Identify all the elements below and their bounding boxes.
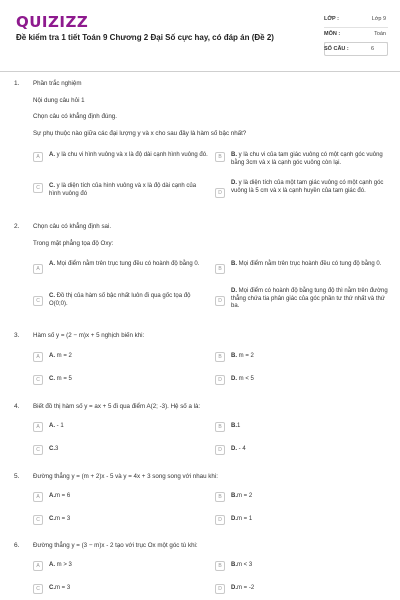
option-key: A. <box>49 261 55 267</box>
option-key: B. <box>231 562 237 568</box>
option-text: y là chu vi của tam giác vuông có một cạnh góc vuông bằng 3cm và x là cạnh góc vuông còn lại. <box>231 152 383 166</box>
option-key: C. <box>49 376 55 382</box>
option-key: B. <box>231 423 237 429</box>
option-text: Mọi điểm nằm trên trục tung đều có hoành độ bằng 0. <box>56 261 200 267</box>
option-letter: D <box>215 375 225 385</box>
option-text: Đồ thị của hàm số bậc nhất luôn đi qua gốc tọa độ O(0;0). <box>49 293 191 307</box>
option-text: m < 3 <box>237 562 253 568</box>
option-letter: D <box>215 584 225 594</box>
question-line: Đường thẳng y = (3 − m)x - 2 tạo với trục Ox một góc tù khi: <box>33 542 198 549</box>
question-line: Trong mặt phẳng tọa độ Oxy: <box>33 240 114 247</box>
meta-count <box>324 43 388 58</box>
option-text: Mọi điểm nằm trên trục hoành đều có tung độ bằng 0. <box>238 261 382 267</box>
option-letter: A <box>33 352 43 362</box>
option-letter: A <box>33 152 43 162</box>
question-number: 1. <box>14 80 20 87</box>
meta-count-label: SỐ CÂU : <box>324 46 349 52</box>
option-letter: A <box>33 492 43 502</box>
option-letter: A <box>33 264 43 274</box>
meta-subject-label: MÔN : <box>324 31 341 37</box>
question-number: 4. <box>14 403 20 410</box>
option-letter: C <box>33 183 43 193</box>
option-text: y là diện tích của một tam giác vuông có một cạnh góc vuông là 5 cm và x là cạnh huyền của tam giác đó. <box>231 180 384 194</box>
option-text: y là chu vi hình vuông và x là độ dài cạnh hình vuông đó. <box>56 152 208 158</box>
option-letter: B <box>215 561 225 571</box>
option-text: m = 2 <box>238 353 254 359</box>
question-line: Đường thẳng y = (m + 2)x - 5 và y = 4x + 3 song song với nhau khi: <box>33 473 218 480</box>
option-text: - 1 <box>56 423 64 429</box>
option-letter: D <box>215 445 225 455</box>
option-text: m = 3 <box>55 516 71 522</box>
question-line: Hàm số y = (2 − m)x + 5 nghịch biến khi: <box>33 332 145 339</box>
meta-subject-value: Toán <box>374 31 386 37</box>
option-text: m < 5 <box>238 376 254 382</box>
option-key: D. <box>231 376 237 382</box>
option-key: B. <box>231 261 237 267</box>
option-text: 3 <box>55 446 59 452</box>
option-text: 1 <box>237 423 241 429</box>
option-letter: D <box>215 515 225 525</box>
meta-grade-value: Lớp 9 <box>371 16 386 22</box>
question-line: Chọn câu có khẳng định đúng. <box>33 113 117 120</box>
option-key: A. <box>49 562 55 568</box>
option-letter: B <box>215 422 225 432</box>
option-key: D. <box>231 288 237 294</box>
question-number: 3. <box>14 332 20 339</box>
option-letter: C <box>33 515 43 525</box>
option-text: m = 2 <box>56 353 72 359</box>
option-key: C. <box>49 585 55 591</box>
option-letter: B <box>215 264 225 274</box>
option-letter: D <box>215 188 225 198</box>
option-letter: C <box>33 375 43 385</box>
question-number: 6. <box>14 542 20 549</box>
question-line: Sự phụ thuộc nào giữa các đại lượng y và x cho sau đây là hàm số bậc nhất? <box>33 130 247 137</box>
option-letter: B <box>215 492 225 502</box>
option-letter: C <box>33 445 43 455</box>
option-key: D. <box>231 180 237 186</box>
option-key: D. <box>231 585 237 591</box>
option-key: D. <box>231 516 237 522</box>
option-text: m = 1 <box>237 516 253 522</box>
worksheet-title: Đề kiểm tra 1 tiết Toán 9 Chương 2 Đại Số cực hay, có đáp án (Đề 2) <box>16 33 274 42</box>
option-key: C. <box>49 183 55 189</box>
option-key: A. <box>49 353 55 359</box>
option-letter: A <box>33 422 43 432</box>
option-text: m = -2 <box>237 585 255 591</box>
option-key: C. <box>49 293 55 299</box>
question-line: Phần trắc nghiệm <box>33 80 82 87</box>
question-number: 2. <box>14 223 20 230</box>
option-key: C. <box>49 516 55 522</box>
option-key: A. <box>49 493 55 499</box>
option-text: m = 5 <box>56 376 72 382</box>
option-text: m = 2 <box>237 493 253 499</box>
quizizz-logo: QUIZIZZ <box>16 13 89 31</box>
option-key: B. <box>231 353 237 359</box>
option-letter: C <box>33 296 43 306</box>
option-text: m > 3 <box>56 562 72 568</box>
option-key: B. <box>231 493 237 499</box>
option-text: - 4 <box>238 446 246 452</box>
question-number: 5. <box>14 473 20 480</box>
option-letter: D <box>215 296 225 306</box>
option-letter: B <box>215 352 225 362</box>
option-letter: A <box>33 561 43 571</box>
option-key: A. <box>49 152 55 158</box>
meta-subject <box>324 28 388 43</box>
option-text: m = 6 <box>55 493 71 499</box>
question-line: Biết đồ thị hàm số y = ax + 5 đi qua điểm A(2; -3). Hệ số a là: <box>33 403 201 410</box>
option-text: y là diện tích của hình vuông và x là độ dài cạnh của hình vuông đó <box>49 183 197 197</box>
option-key: A. <box>49 423 55 429</box>
worksheet-header <box>0 0 400 72</box>
question-line: Nội dung câu hỏi 1 <box>33 97 85 104</box>
option-letter: B <box>215 152 225 162</box>
question-line: Chọn câu có khẳng định sai. <box>33 223 112 230</box>
meta-grade-label: LỚP : <box>324 16 339 22</box>
option-text: Mọi điểm có hoành độ bằng tung độ thì nằm trên đường thẳng chứa tia phân giác của góc phần tư thứ nhất và thứ ba. <box>231 288 388 309</box>
meta-grade <box>324 13 388 28</box>
option-key: B. <box>231 152 237 158</box>
meta-count-value: 6 <box>370 46 374 52</box>
option-letter: C <box>33 584 43 594</box>
option-key: C. <box>49 446 55 452</box>
option-key: D. <box>231 446 237 452</box>
option-text: m = 3 <box>55 585 71 591</box>
